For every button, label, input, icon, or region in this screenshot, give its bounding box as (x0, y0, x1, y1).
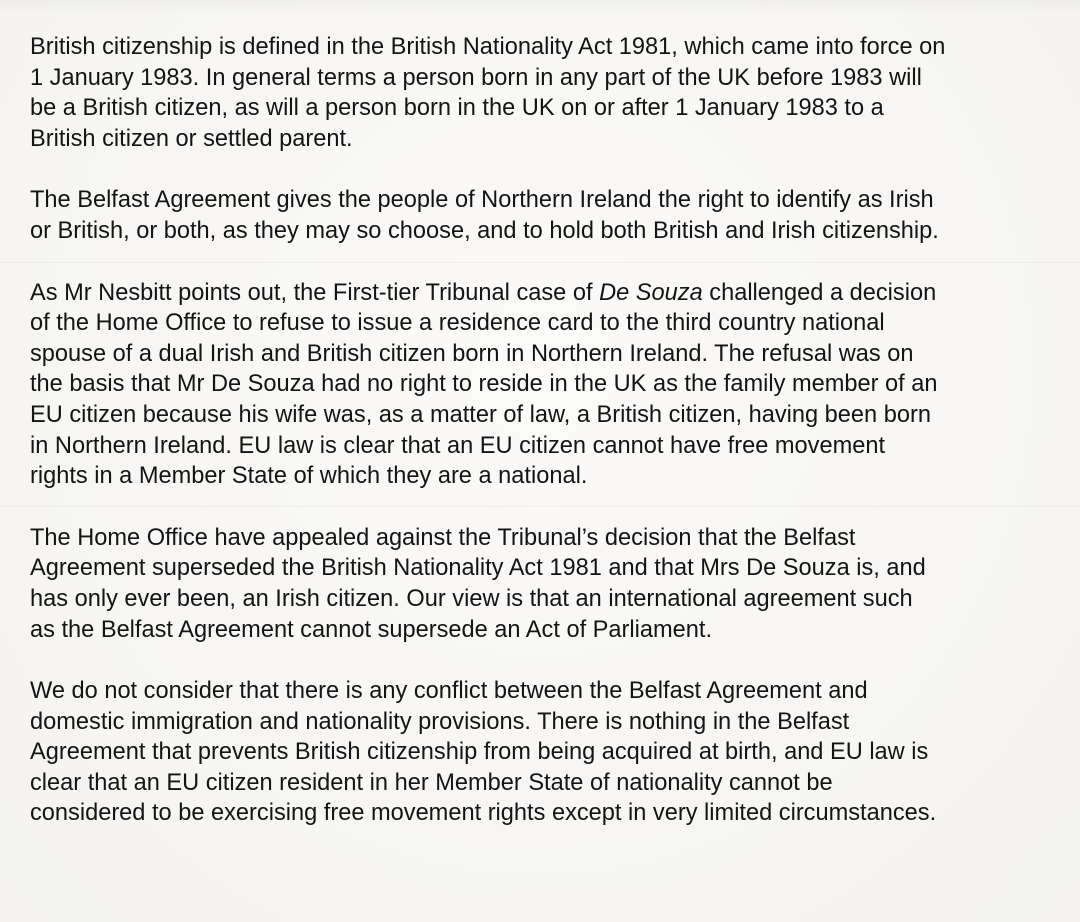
italic-case-name: De Souza (599, 279, 703, 306)
paragraph-text: British citizenship is defined in the British Nationality Act 1981, which came into force on 1 January 1983. In general terms a person born in any part of the UK before 1983 will be a British citizen, as will a person born in the UK on or after 1 January 1983 to a British citizen or settled parent. (30, 34, 946, 152)
letter-body (30, 32, 1075, 860)
cut-off-top-line (0, 0, 1080, 2)
paragraph-home-office-appeal (30, 523, 1075, 645)
paragraph-de-souza-case (30, 278, 1075, 492)
paragraph-text: challenged a decision of the Home Office to refuse to issue a residence card to the third country national spouse of a dual Irish and British citizen born in Northern Ireland. The refusal was on the basis that Mr De Souza had no right to reside in the UK as the family member of an EU citizen because his wife was, as a matter of law, a British citizen, having been born in Northern Ireland. EU law is clear that an EU citizen cannot have free movement rights in a Member State of which they are a national. (30, 279, 938, 490)
paragraph-text: The Home Office have appealed against the Tribunal’s decision that the Belfast Agreement superseded the British Nationality Act 1981 and that Mrs De Souza is, and has only ever been, an Irish citizen. Our view is that an international agreement such as the Belfast Agreement cannot supersede an Act of Parliament. (30, 524, 926, 643)
paragraph-belfast-agreement-rights (30, 185, 1075, 246)
paragraph-text: As Mr Nesbitt points out, the First-tier Tribunal case of (30, 279, 600, 306)
paragraph-text: The Belfast Agreement gives the people of Northern Ireland the right to identify as Irish or British, or both, as they may so choose, and to hold both British and Irish citizenship. (30, 187, 939, 244)
paragraph-text: We do not consider that there is any conflict between the Belfast Agreement and domestic immigration and nationality provisions. There is nothing in the Belfast Agreement that prevents British citizenship from being acquired at birth, and EU law is clear that an EU citizen resident in her Member State of nationality cannot be considered to be exercising free movement rights except in very limited circumstances. (30, 678, 937, 827)
paragraph-no-conflict (30, 676, 1075, 829)
paragraph-citizenship-definition (30, 32, 1075, 154)
